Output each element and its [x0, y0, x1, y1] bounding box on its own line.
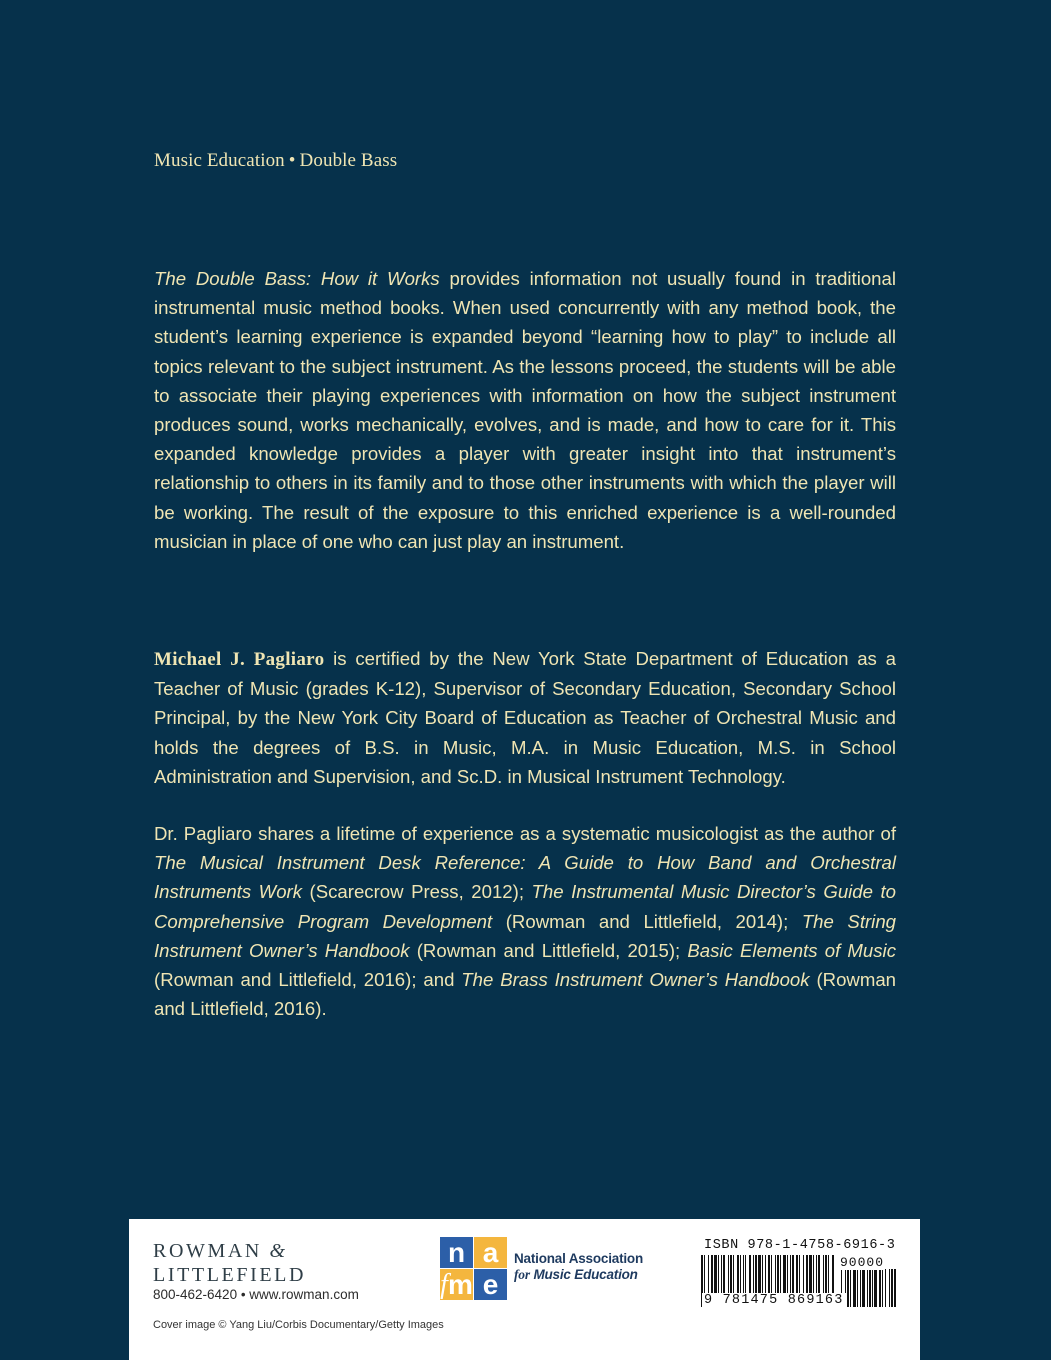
work-title: The Instrumental Music Director’s Guide to Comprehensive Program Development: [154, 881, 896, 932]
work-title: Basic Elements of Music: [687, 939, 896, 961]
association-logo-icon: [440, 1237, 507, 1300]
photo-credit: Cover image © Yang Liu/Corbis Documentary/Getty Images: [153, 1319, 444, 1331]
author-bio: [154, 644, 896, 791]
work-publisher: (Rowman and Littlefield, 2014);: [492, 910, 802, 932]
subject-category: [154, 150, 397, 172]
publisher-ampersand: &: [269, 1240, 286, 1262]
barcode-bar: [879, 1269, 881, 1307]
association-name-for: for: [514, 1267, 530, 1282]
book-title: The Double Bass: How it Works: [154, 268, 440, 289]
barcode-bar: [891, 1269, 893, 1307]
association-name-line1: National Association: [514, 1251, 644, 1266]
publisher-logo: [153, 1239, 306, 1287]
publisher-name-line2: LITTLEFIELD: [153, 1264, 307, 1286]
barcode-bar: [882, 1269, 883, 1307]
back-cover-footer: [129, 1219, 920, 1360]
works-intro: Dr. Pagliaro shares a lifetime of experience as a systematic musicologist as the author of: [154, 823, 896, 844]
association-name-line2: Music Education: [529, 1267, 638, 1282]
price-code: 90000: [840, 1255, 885, 1270]
barcode-bar: [872, 1269, 873, 1307]
logo-letter: e: [474, 1269, 507, 1300]
category-instrument: Double Bass: [299, 150, 398, 171]
barcode-bar: [874, 1269, 877, 1307]
book-description: [154, 264, 896, 556]
work-title: The String Instrument Owner’s Handbook: [154, 910, 896, 961]
work-title: The Brass Instrument Owner’s Handbook: [461, 969, 810, 991]
category-subject: Music Education: [154, 150, 285, 171]
logo-letter: f m: [440, 1268, 473, 1300]
barcode-bar: [869, 1269, 871, 1307]
logo-letter: n: [440, 1237, 473, 1268]
author-works: [154, 819, 896, 1023]
work-title: The Musical Instrument Desk Reference: A Guide to How Band and Orchestral Instruments Work: [154, 852, 896, 903]
author-name: Michael J. Pagliaro: [154, 649, 325, 670]
barcode-bar: [850, 1269, 851, 1307]
barcode-number: 9 781475 869163: [704, 1293, 844, 1308]
barcode-bar: [889, 1269, 890, 1307]
publisher-name-line1: ROWMAN: [153, 1240, 270, 1262]
barcode-bar: [847, 1269, 849, 1307]
logo-letter: a: [474, 1237, 507, 1268]
barcode-bar: [860, 1269, 861, 1307]
work-publisher: (Scarecrow Press, 2012);: [302, 881, 532, 903]
association-name: [514, 1251, 643, 1283]
category-separator: •: [288, 150, 296, 171]
barcode-bar: [894, 1269, 896, 1307]
description-text: provides information not usually found in traditional instrumental music method books. When used concurrently with any method book, the student’s learning experience is expanded beyond “learning how to play” to include all topics relevant to the subject instrument. As the lessons proceed, the students will be able to associate their playing experiences with information on how the subject instrument produces sound, works mechanically, evolves, and is made, and how to care for it. This expanded knowledge provides a player with greater insight into that instrument’s relationship to others in its family and to those other instruments with which the player will be working. The result of the exposure to this enriched experience is a well-rounded musician in place of one who can just play an instrument.: [154, 268, 896, 552]
work-publisher: (Rowman and Littlefield, 2016).: [154, 969, 897, 1020]
publisher-contact: 800-462-6420 • www.rowman.com: [153, 1287, 359, 1302]
barcode-bar: [862, 1269, 865, 1307]
barcode-bar: [885, 1269, 886, 1307]
author-credentials: is certified by the New York State Department of Education as a Teacher of Music (grades K-12), Supervisor of Secondary Education, Secondary School Principal, by the New York City Board of Education as Teacher of Orchestral Music and holds the degrees of B.S. in Music, M.A. in Music Education, M.S. in School Administration and Supervision, and Sc.D. in Musical Instrument Technology.: [154, 648, 896, 787]
barcode-bar: [853, 1269, 856, 1307]
barcode-bar: [857, 1269, 858, 1307]
barcode-bar: [867, 1269, 868, 1307]
work-publisher: (Rowman and Littlefield, 2016); and: [154, 969, 462, 991]
isbn-number: ISBN 978-1-4758-6916-3: [704, 1238, 896, 1253]
work-publisher: (Rowman and Littlefield, 2015);: [409, 939, 688, 961]
